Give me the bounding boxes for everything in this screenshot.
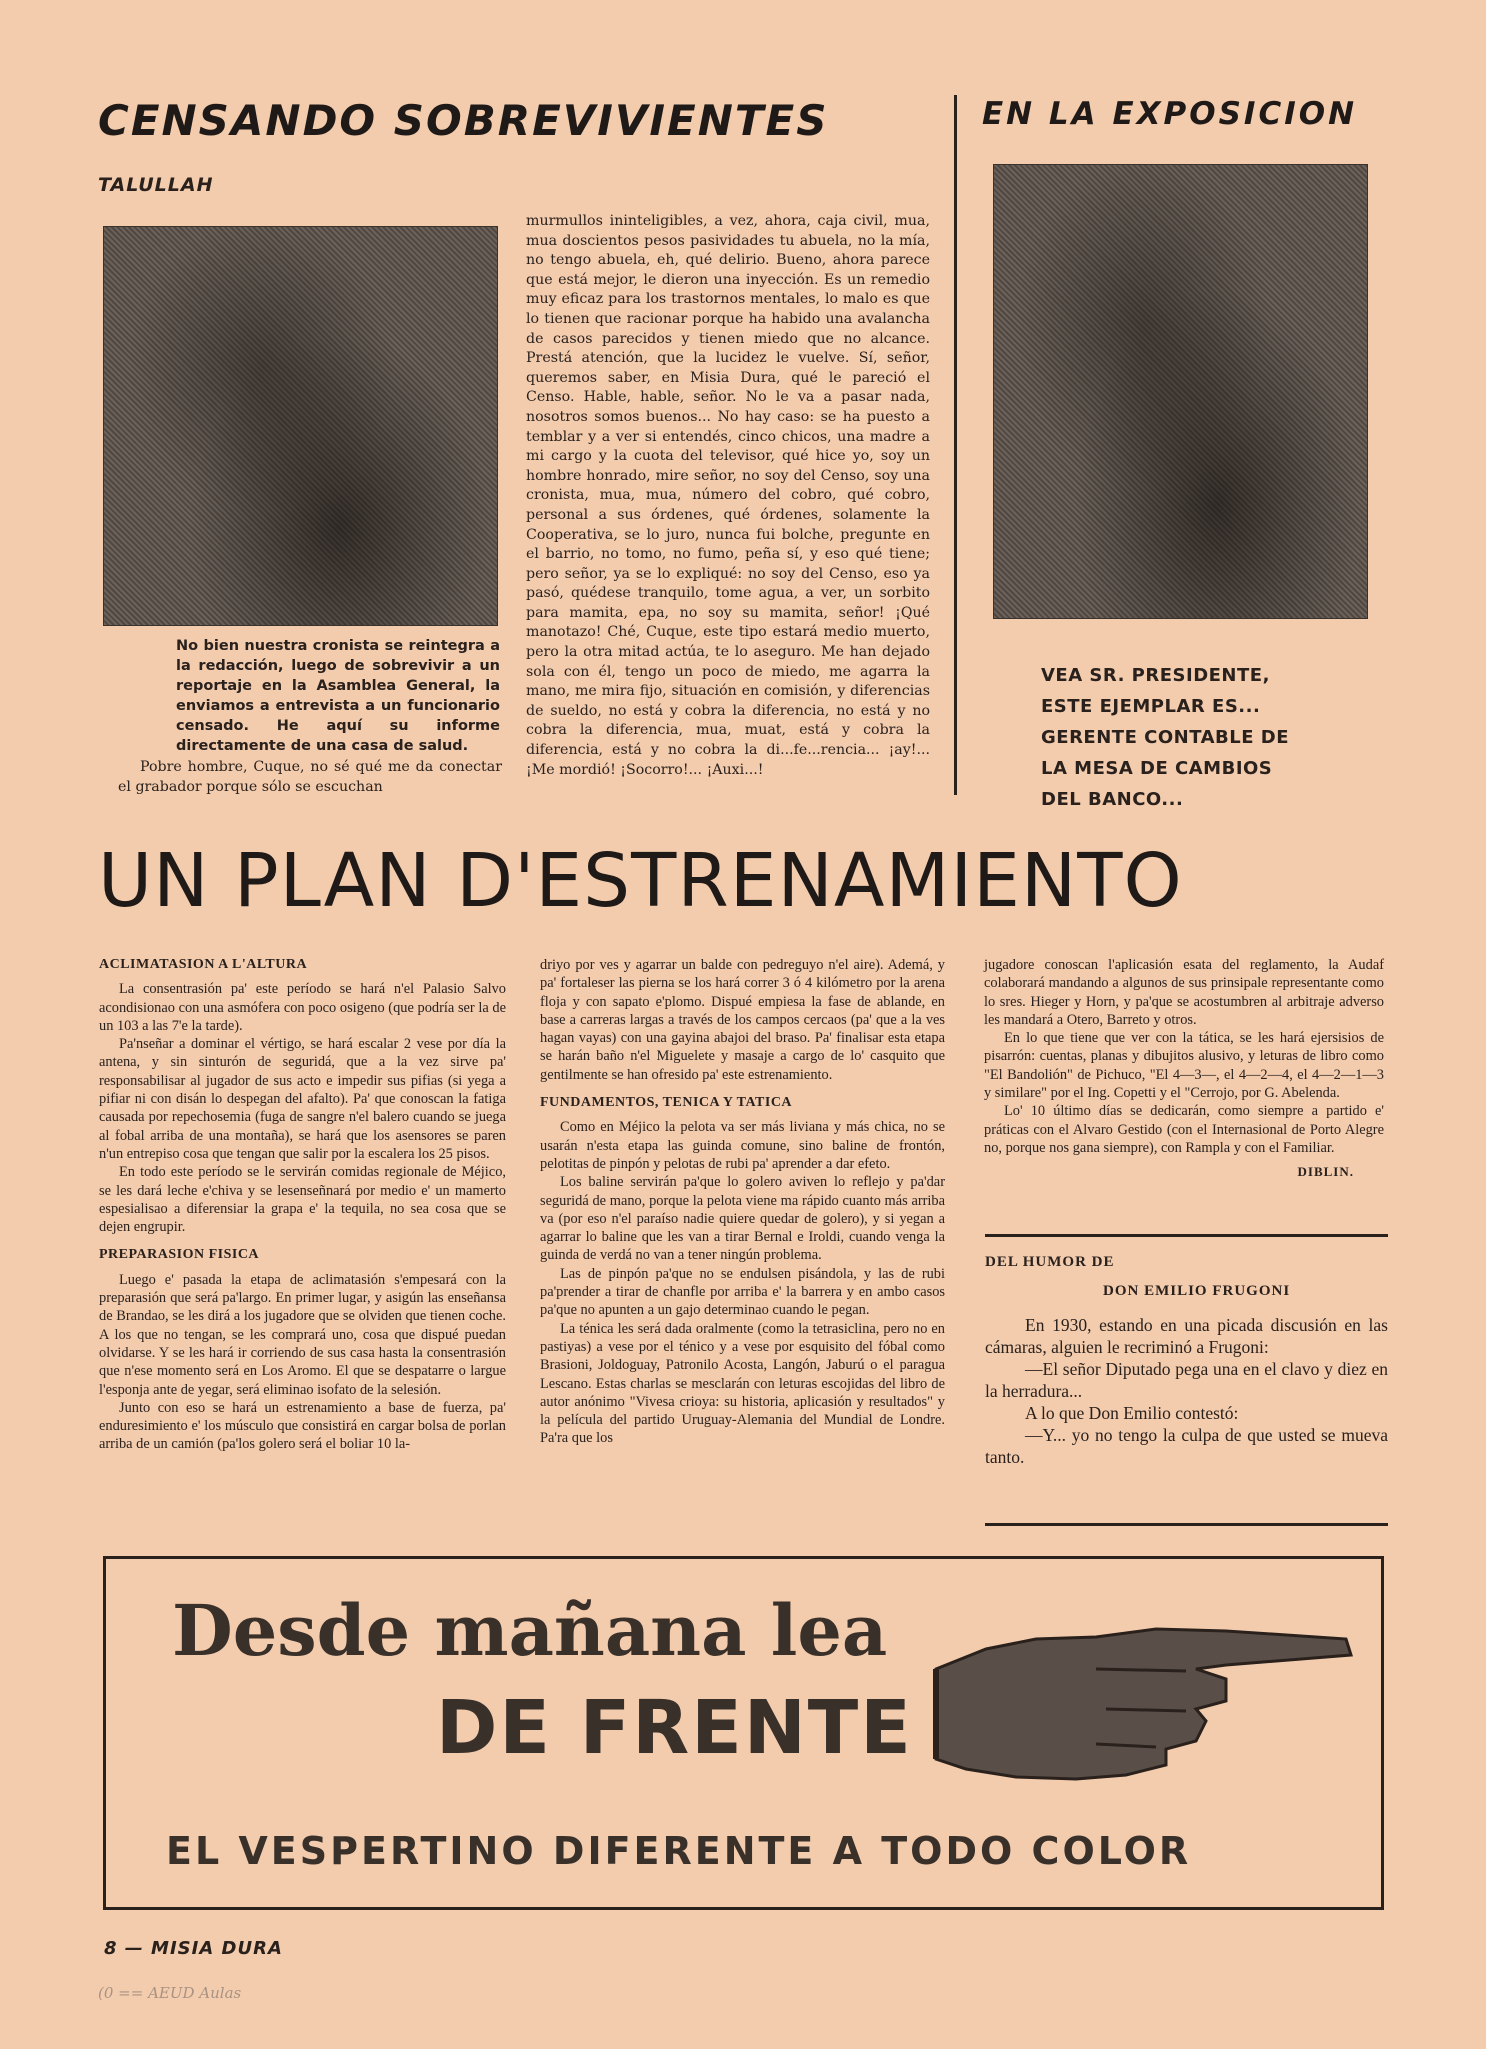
article2-caption [1041,660,1289,815]
humor-heading-2: DON EMILIO FRUGONI [1103,1283,1291,1299]
humor-paragraph: —El señor Diputado pega una en el clavo y diez en la herradura... [985,1359,1388,1401]
paragraph: En lo que tiene que ver con la tática, se les hará ejersisios de pisarrón: cuentas, planas y dibujitos alusivo, y leturas de libro como "El Bandolión" de Pichuco, "El 4—3—, el 4—2—4, el 4—2—1—3 y similare" por el Ing. Copetti y el "Cerrojo, por G. Abelenda. [984,1030,1384,1102]
paragraph: Los baline servirán pa'que lo golero aviven lo reflejo y pa'dar seguridá de mano, porque la pelota viene ma rápido cuanto más arriba va (por eso n'el paraíso nadie quiere quedar de golero), y si yegan a agarrar lo baline que les van a tirar Bernal e Iroldi, cuando venga la guinda de verdá no van a tener ningún problema. [540,1174,945,1264]
paragraph: Las de pinpón pa'que no se endulsen pisándola, y las de rubi pa'prender a tirar de chanfle por arriba e' la barrera y en ambo casos pa'que no apunten a un gajo determinao cuando le pegan. [540,1265,945,1319]
article1-text-right-paragraph: murmullos ininteligibles, a vez, ahora, caja civil, mua, mua doscientos pesos pasividades tu abuela, no la mía, no tengo abuela, eh, qué delirio. Bueno, ahora parece que está mejor, le dieron una inyección. Es un remedio muy eficaz para los trastornos mentales, lo malo es que lo tienen que racionar porque ha habido una avalancha de casos parecidos y tienen miedo que no alcance. Prestá atención, que la lucidez le vuelve. Sí, señor, queremos saber, en Misia Dura, qué le pareció el Censo. Hable, hable, señor. No le va a pasar nada, nosotros somos buenos... No hay caso: se ha puesto a temblar y a ver si entendés, cinco chicos, una madre a mi cargo y la cuota del televisor, qué hice yo, soy un hombre honrado, mire señor, no soy del Censo, soy una cronista, mua, mua, número del cobro, qué cobro, personal a sus órdenes, qué órdenes, solamente la Cooperativa, se lo juro, nunca fui bolche, pregunte en el barrio, no tomo, no fumo, peña sí, y eso qué tiene; pero señor, ya se lo expliqué: no soy del Censo, eso ya pasó, quédese tranquilo, tome agua, a ver, un sorbito para mamita, epa, no soy su mamita, señor! ¡Qué manotazo! Ché, Cuque, este tipo estará medio muerto, pero la otra mitad actúa, te lo aseguro. Me han dejado sola con él, tengo un poco de miedo, me agarra la mano, me mira fijo, situación en comisión, y diferencias de sueldo, no está y cobra la diferencia, no está y no cobra la diferencia, mua, muat, está y cobra la diferencia, está y no cobra la di...fe...rencia... ¡ay!... ¡Me mordió! ¡Socorro!... ¡Auxi...! [526,213,930,778]
article2-caption-line: GERENTE CONTABLE DE [1041,727,1290,748]
paragraph: La consentrasión pa' este período se hará n'el Palasio Salvo acondisionao con una asmófera con poco osigeno (que podría ser la de un 103 a las 7'e la tarde). [99,981,506,1034]
column-divider [954,95,957,795]
pointing-hand-icon [926,1609,1366,1799]
article1-text-right [526,212,930,780]
article3-column-1 [99,956,506,1454]
humor-box [985,1254,1388,1468]
humor-paragraph: —Y... yo no tengo la culpa de que usted se mueva tanto. [985,1425,1388,1467]
paragraph: En todo este período se le servirán comidas regionale de Méjico, se les dará leche e'chiva y se lesenseñnará por medio e' un mamerto espesialisao a diferensiar la grapa e' la tequila, no sea cosa que se dejen engrupir. [99,1164,506,1236]
paragraph: Como en Méjico la pelota va ser más liviana y más chica, no se usarán n'esta etapa las guinda comune, sino baline de frontón, pelotitas de pinpón y pelotas de rubi pa' aprender a dar efeto. [540,1119,945,1172]
humor-top-rule [985,1234,1388,1237]
article3-title: UN PLAN D'ESTRENAMIENTO [98,838,1183,924]
archive-stamp: (0 == AEUD Aulas [98,1984,242,2002]
ad-line-3: EL VESPERTINO DIFERENTE A TODO COLOR [166,1829,1192,1873]
signature: DIBLIN. [1297,1164,1354,1180]
humor-heading-1: DEL HUMOR DE [985,1254,1115,1270]
article1-text-left [118,758,502,797]
article1-byline: TALULLAH [98,174,214,196]
humor-bottom-rule [985,1523,1388,1526]
humor-paragraph: A lo que Don Emilio contestó: [1025,1403,1239,1423]
article1-text-left-paragraph: Pobre hombre, Cuque, no sé qué me da conectar el grabador porque sólo se escuchan [118,759,502,795]
article2-caption-line: VEA SR. PRESIDENTE, [1041,665,1270,686]
page-folio: 8 — MISIA DURA [104,1938,283,1959]
section-heading: ACLIMATASION A L'ALTURA [99,957,308,972]
section-heading: PREPARASION FISICA [99,1247,260,1263]
paragraph: Luego e' pasada la etapa de aclimatasión s'empesará con la preparasión que será pa'largo. En primer lugar, y asigún las enseñansa de Brandao, se les dirá a los jugadore que se olviden que tienen coche. A los que no tengan, se les comprará uno, cosa que dispué puedan olvidarse. Y se les hará ir corriendo de sus casa hasta la consentrasión que n'ese momento será en Los Aromo. El que se despatarre o largue l'esponja ante de yegar, será eliminao isofato de la selesión. [99,1271,506,1398]
article2-caption-line: ESTE EJEMPLAR ES... [1041,696,1261,717]
article1-photo [103,226,498,626]
article3-column-3 [984,956,1384,1182]
article2-caption-line: DEL BANCO... [1041,789,1184,810]
section-heading: FUNDAMENTOS, TENICA Y TATICA [540,1095,793,1111]
ad-line-1: Desde mañana lea [172,1589,888,1672]
article3-column-2 [540,956,945,1448]
article1-title: CENSANDO SOBREVIVIENTES [98,96,829,145]
article1-caption: No bien nuestra cronista se reintegra a la redacción, luego de sobrevivir a un reportaje en la Asamblea General, la enviamos a entrevista a un funcionario censado. He aquí su informe directamente de una casa de salud. [176,638,500,754]
paragraph: Pa'nseñar a dominar el vértigo, se hará escalar 2 vese por día la antena, y sin sinturón de seguridá, que a la vez sirve pa' responsabilisar al jugador de sus acto e impedir sus pifias (si yega a pifiar ni con disán lo despegan del afalto). Pa' que conoscan la fatiga causada por repechosemia (fuga de sangre n'el balero cuando se juega al fobal arriba de una montaña), se hará que los asensores se paren n'un entrepiso cosa que tengan que salir por la escalera los 25 pisos. [99,1036,506,1162]
paragraph: Junto con eso se hará un estrenamiento a base de fuerza, pa' enduresimiento e' los músculo que consistirá en cargar bolsa de porlan arriba de un camión (pa'los golero será el boliar 10 la- [99,1399,506,1453]
humor-paragraph: En 1930, estando en una picada discusión en las cámaras, alguien le recriminó a Frugoni: [985,1315,1388,1357]
article2-title: EN LA EXPOSICION [982,96,1358,132]
article2-photo [993,164,1368,619]
paragraph: jugadore conoscan l'aplicasión esata del reglamento, la Audaf colaborará mandando a algunos de sus prinsipale representante como lo sres. Hieger y Horn, y pa'que se acostumbren al arbitraje adverso les mandará a Otero, Barreto y otros. [984,957,1384,1028]
advertisement-box [103,1556,1384,1910]
paragraph: driyo por ves y agarrar un balde con pedreguyo n'el aire). Ademá, y pa' fortaleser las pierna se los hará correr 3 ó 4 kilómetro por la arena floja y con sapato e'plomo. Dispué empiesa la fase de ablande, en base a carreras largas a través de los campos cercaos (pa' que a la ves hagan vayas) con una gayina abajoi del braso. Pa' finalisar esta etapa se harán baño n'el Miguelete y masaje a cargo de lo' casquito que gentilmente se han ofresido pa' este estrenamiento. [540,957,945,1083]
paragraph: Lo' 10 último días se dedicarán, como siempre a partido e' práticas con el Alvaro Gestido (con el Internasional de Porto Alegre no, porque nos gana siempre), con Rampla y con el Familiar. [984,1103,1384,1156]
article2-caption-line: LA MESA DE CAMBIOS [1041,758,1273,779]
ad-line-2: DE FRENTE [436,1685,913,1771]
paragraph: La ténica les será dada oralmente (como la tetrasiclina, pero no en pastiyas) a vese por el ténico y a vese por esquisito del fóbal como Brasioni, Joldoguay, Patronilo Acosta, Langón, Jaburú o el paragua Lescano. Estas charlas se mesclarán con leturas escojidas del libro de autor anónimo "Vivesa crioya: su historia, aplicasión y resultados" y la película del partido Uruguay-Alemania del Mundial de Londre. Pa'ra que los [540,1320,945,1447]
